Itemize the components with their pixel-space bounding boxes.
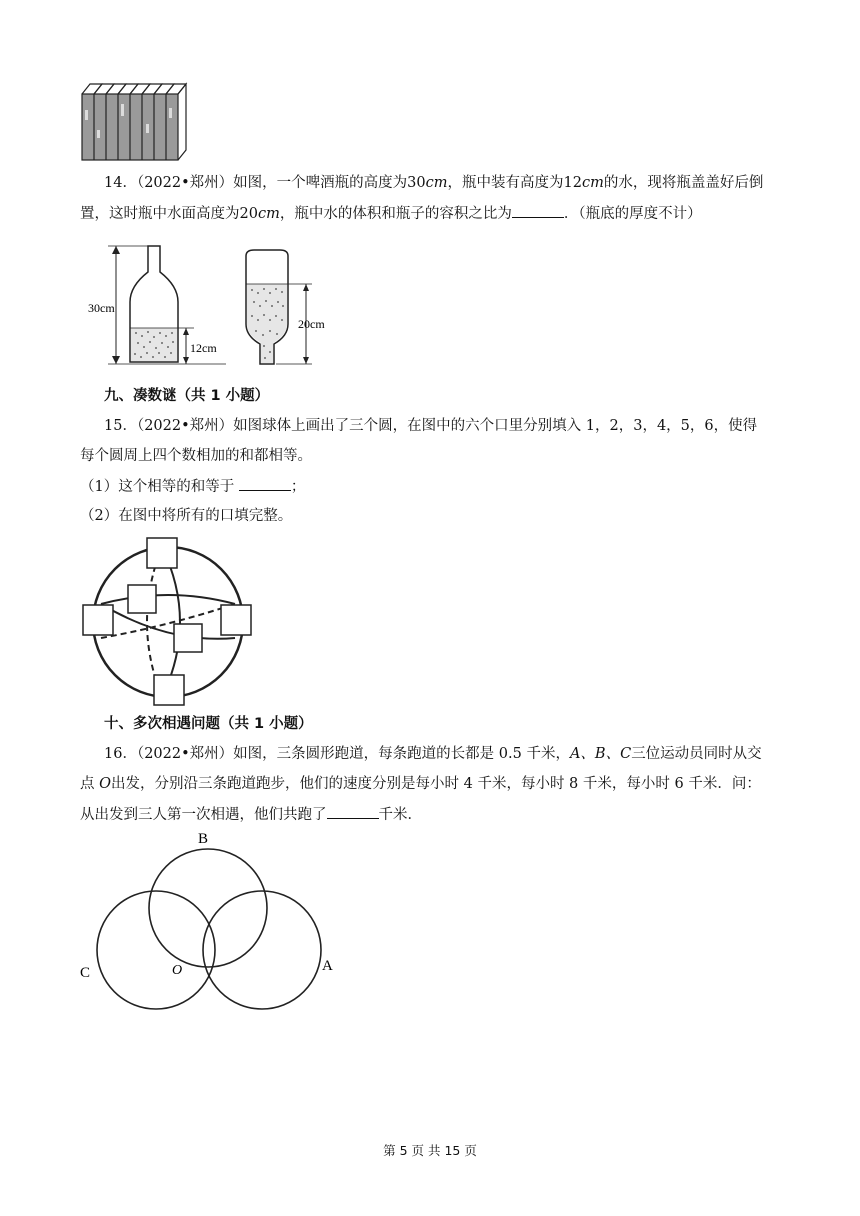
- bottle-label-30cm: 30cm: [88, 301, 115, 315]
- page-footer: 第 5 页 共 15 页: [383, 1143, 477, 1158]
- section-9-heading: 九、凑数谜（共 1 小题）: [104, 388, 270, 404]
- sphere-box-upper-left[interactable]: [128, 585, 156, 613]
- q15-part-1: （1）这个相等的和等于 ；: [80, 476, 305, 497]
- track-circle-b: [149, 849, 267, 967]
- sphere-box-left[interactable]: [83, 605, 113, 635]
- q15-part-2: （2）在图中将所有的口填完整。: [80, 508, 293, 524]
- bottle-label-12cm: 12cm: [190, 341, 217, 355]
- q16-line-1: 16．（2022•郑州）如图，三条圆形跑道，每条跑道的长都是 0.5 千米，A、B、C三位运动员同时从交: [104, 746, 762, 762]
- q15-answer-blank[interactable]: [239, 476, 291, 491]
- books-figure: [80, 80, 190, 164]
- q14-line-1: 14．（2022•郑州）如图，一个啤酒瓶的高度为30cm，瓶中装有高度为12cm的水，现将瓶盖盖好后倒: [104, 175, 764, 191]
- label-c: C: [80, 965, 91, 981]
- three-circles-figure: [76, 822, 346, 1022]
- label-b: B: [198, 831, 209, 847]
- sphere-box-lower-right[interactable]: [174, 624, 202, 652]
- q16-answer-blank[interactable]: [327, 804, 379, 819]
- q16-line-3: 从出发到三人第一次相遇，他们共跑了 千米．: [80, 804, 422, 825]
- sphere-box-top[interactable]: [147, 538, 177, 568]
- q16-line-2: 点 O出发，分别沿三条跑道跑步，他们的速度分别是每小时 4 千米，每小时 8 千米，每小时 6 千米．问：: [80, 776, 761, 792]
- track-circle-a: [203, 891, 321, 1009]
- q14-answer-blank[interactable]: [512, 203, 564, 218]
- sphere-box-right[interactable]: [221, 605, 251, 635]
- track-circle-c: [97, 891, 215, 1009]
- section-10-heading: 十、多次相遇问题（共 1 小题）: [104, 716, 313, 732]
- sphere-figure: [80, 534, 256, 710]
- label-o: O: [172, 963, 183, 978]
- sphere-box-bottom[interactable]: [154, 675, 184, 705]
- bottle-figure: [86, 236, 342, 372]
- q15-line-1: 15．（2022•郑州）如图球体上画出了三个圆，在图中的六个口里分别填入 1，2，3，4，5，6，使得: [104, 418, 758, 434]
- label-a: A: [322, 958, 333, 974]
- bottle-label-20cm: 20cm: [298, 317, 325, 331]
- q14-line-2: 置，这时瓶中水面高度为20cm，瓶中水的体积和瓶子的容积之比为 ．（瓶底的厚度不计）: [80, 203, 702, 224]
- q15-line-2: 每个圆周上四个数相加的和都相等。: [80, 448, 312, 464]
